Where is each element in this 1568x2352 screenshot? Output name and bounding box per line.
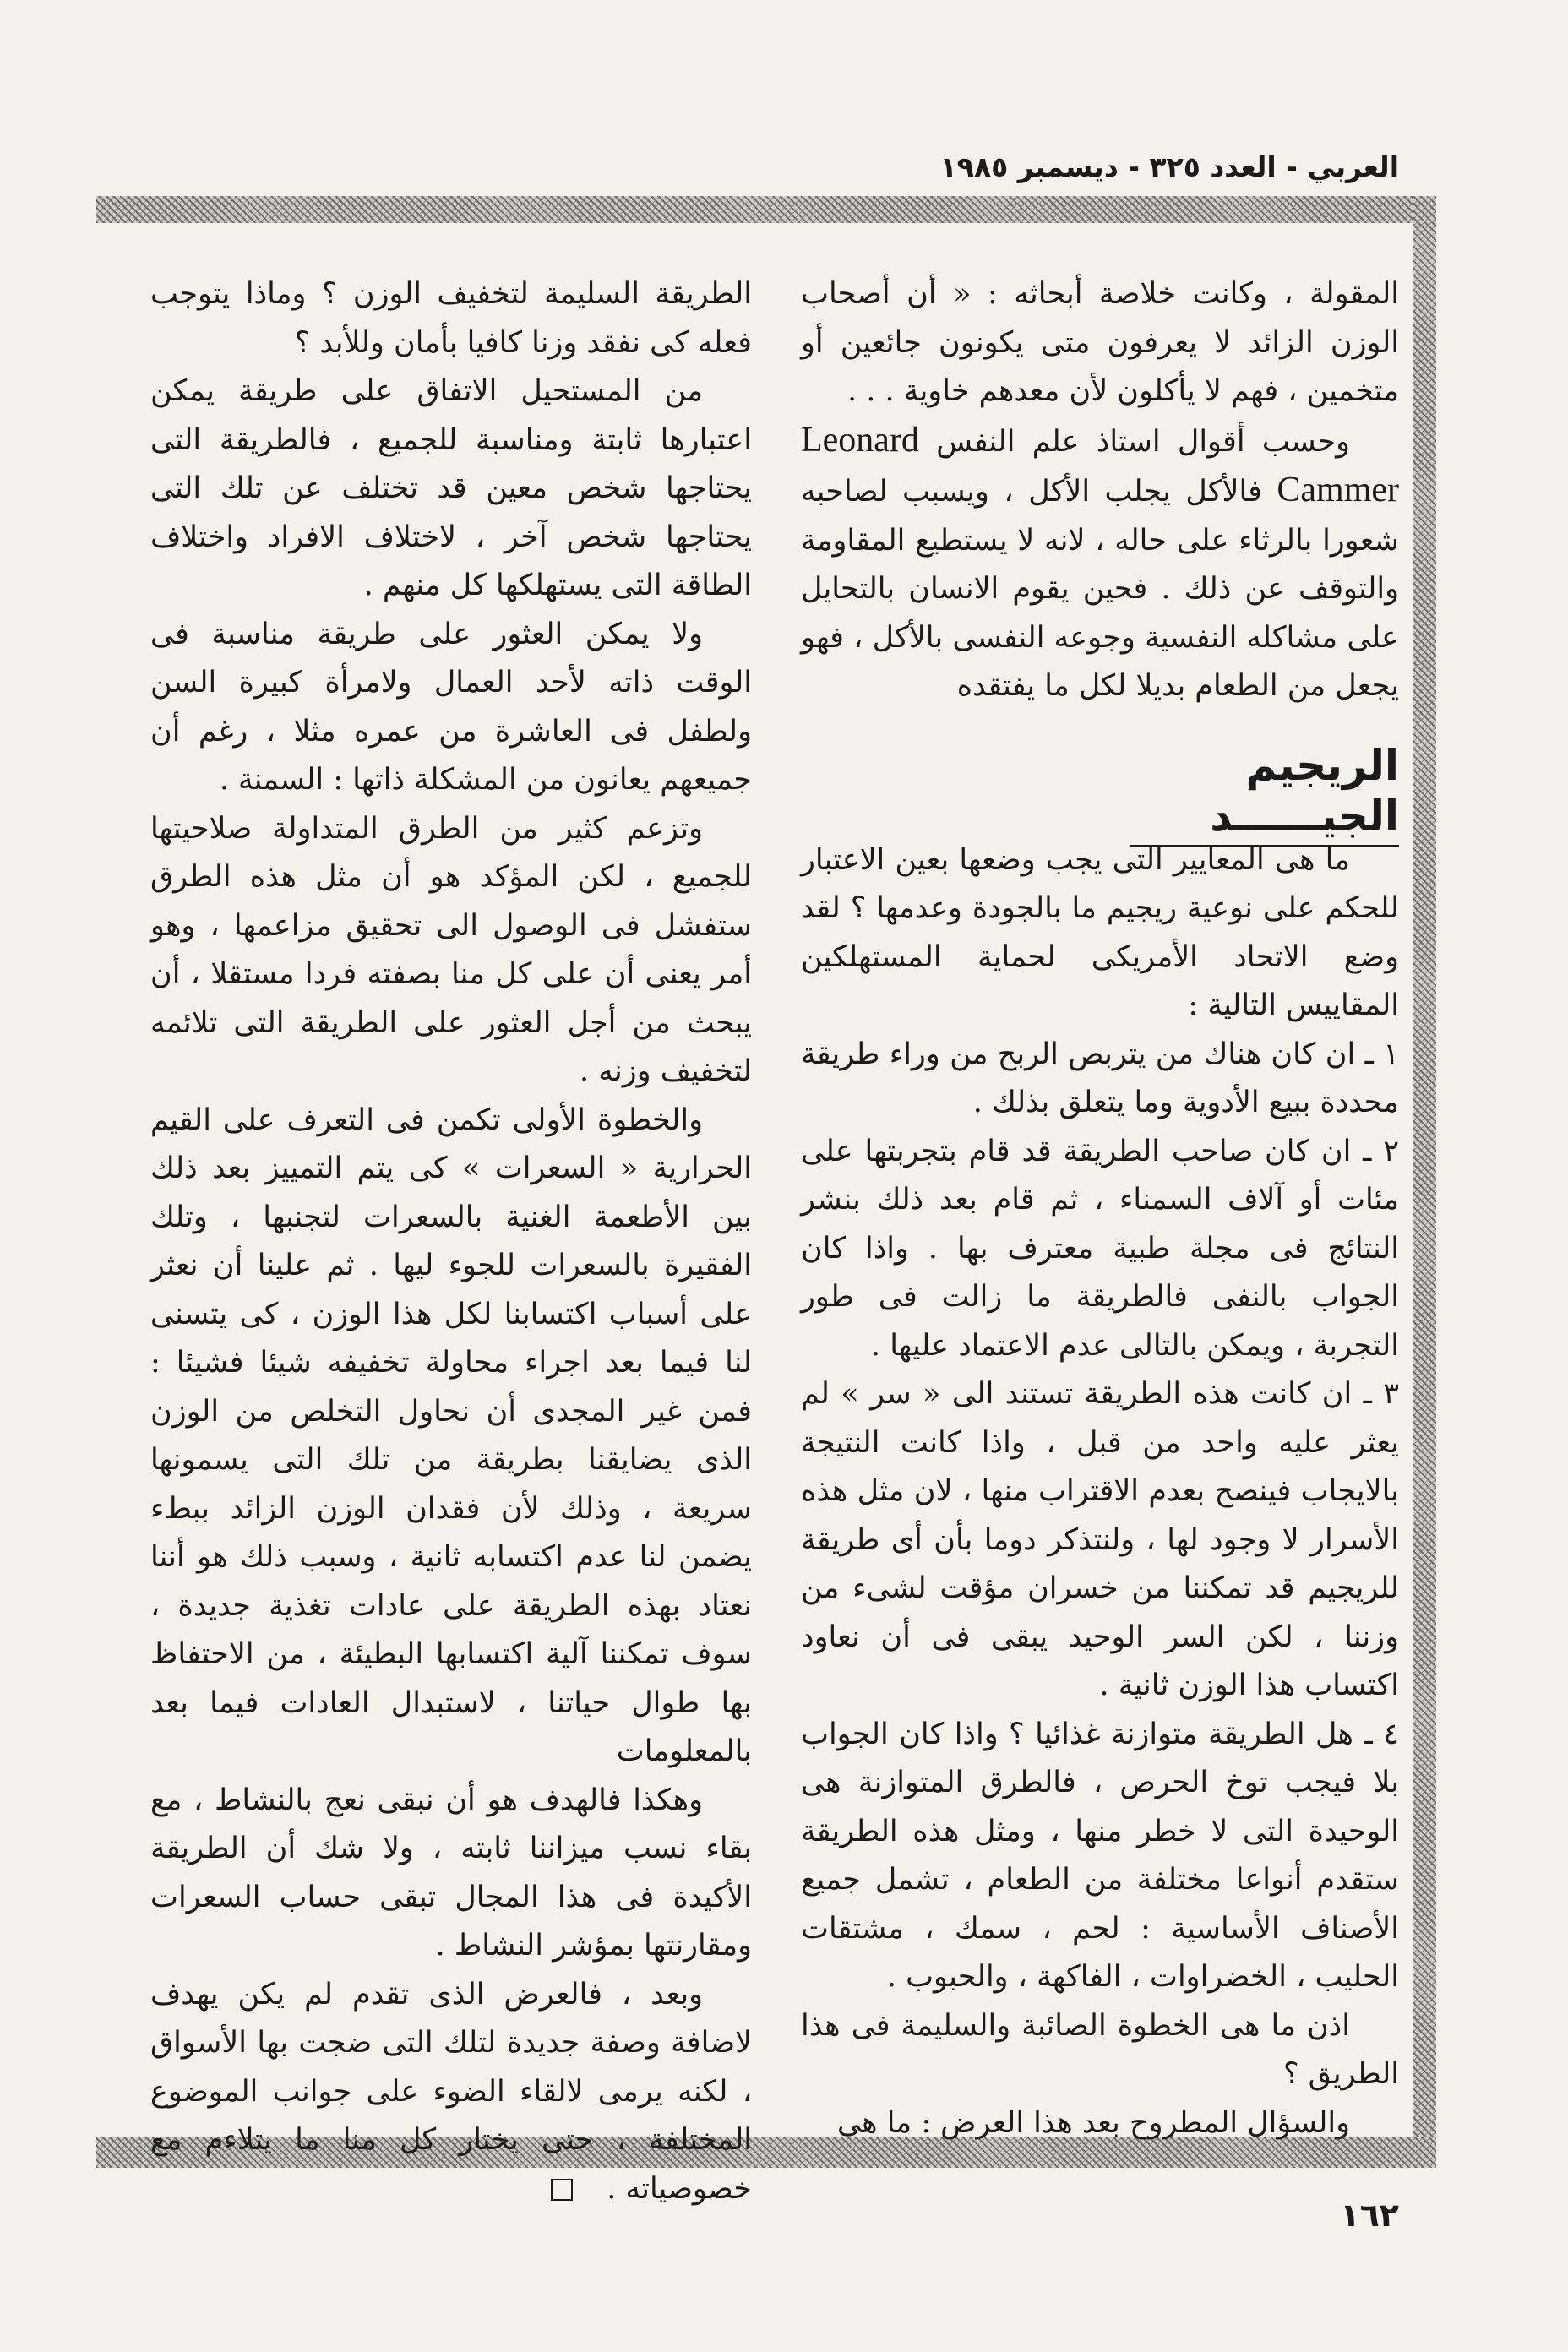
paragraph: المقولة ، وكانت خلاصة أبحاثه : « أن أصحاب الوزن الزائد لا يعرفون متى يكونون جائعين أو متخمين ، فهم لا يأكلون لأن معدهم خاوية . . . [801,277,1399,408]
right-text-column [801,270,1399,2148]
list-item-criterion-4: ٤ ـ هل الطريقة متوازنة غذائيا ؟ واذا كان الجواب بلا فيجب توخ الحرص ، فالطرق المتوازنة هى الوحيدة التى لا خطر منها ، ومثل هذه الطريقة ستقدم أنواعا مختلفة من الطعام ، تشمل جميع الأصناف الأساسية : لحم ، سمك ، مشتقات الحليب ، الخضراوات ، الفاكهة ، والحبوب . [801,1717,1399,1994]
paragraph: وتزعم كثير من الطرق المتداولة صلاحيتها للجميع ، لكن المؤكد هو أن مثل هذه الطرق ستفشل فى الوصول الى تحقيق مزاعمها ، وهو أمر يعنى أن على كل منا بصفته فردا مستقلا ، أن يبحث من أجل العثور على الطريقة التى تلائمه لتخفيف وزنه . [150,811,752,1088]
paragraph-text: وبعد ، فالعرض الذى تقدم لم يكن يهدف لاضافة وصفة جديدة لتلك التى ضجت بها الأسواق ، لكنه يرمى لالقاء الضوء على جوانب الموضوع المختلفة ، حتى يختار كل منا ما يتلاءم مع خصوصياته . [150,1977,752,2206]
paragraph: والخطوة الأولى تكمن فى التعرف على القيم الحرارية « السعرات » كى يتم التمييز بعد ذلك بين الأطعمة الغنية بالسعرات لتجنبها ، وتلك الفقيرة بالسعرات للجوء ليها . ثم علينا أن نعثر على أسباب اكتسابنا لكل هذا الوزن ، كى يتسنى لنا فيما بعد اجراء محاولة تخفيفه شيئا فشيئا : فمن غير المجدى أن نحاول التخلص من الوزن الذى يضايقنا بطريقة من تلك التى يسمونها سريعة ، وذلك لأن فقدان الوزن الزائد ببطء يضمن لنا عدم اكتسابه ثانية ، وسبب ذلك هو أننا نعتاد بهذه الطريقة على عادات تغذية جديدة ، سوف تمكننا آلية اكتسابها البطيئة ، من الاحتفاظ بها طوال حياتنا ، لاستبدال العادات فيما بعد بالمعلومات [150,1102,752,1768]
left-text-column [150,270,752,2213]
running-header: العربي - العدد ٣٢٥ - ديسمبر ١٩٨٥ [939,150,1399,183]
list-item-criterion-1: ١ ـ ان كان هناك من يتربص الربح من وراء طريقة محددة ببيع الأدوية وما يتعلق بذلك . [801,1037,1399,1119]
paragraph: ما هى المعايير التى يجب وضعها بعين الاعتبار للحكم على نوعية ريجيم ما بالجودة وعدمها ؟ لقد وضع الاتحاد الأمريكى لحماية المستهلكين المقاييس التالية : [801,842,1399,1022]
paragraph-leonard-cammer [801,416,1399,711]
paragraph-text: وحسب أقوال استاذ علم النفس [936,424,1350,459]
list-item-criterion-2: ٢ ـ ان كان صاحب الطريقة قد قام بتجربتها على مئات أو آلاف السمناء ، ثم قام بعد ذلك بنشر النتائج فى مجلة طبية معترف بها . واذا كان الجواب بالنفى فالطريقة ما زالت فى طور التجربة ، ويمكن بالتالى عدم الاعتماد عليها . [801,1134,1399,1363]
closing-paragraph [150,1971,752,2214]
latin-name-first: Leonard [801,420,919,460]
section-subheading [801,740,1399,841]
paragraph: وهكذا فالهدف هو أن نبقى نعج بالنشاط ، مع بقاء نسب ميزاننا ثابته ، ولا شك أن الطريقة الأكيدة فى هذا المجال تبقى حساب السعرات ومقارنتها بمؤشر النشاط . [150,1783,752,1963]
paragraph: من المستحيل الاتفاق على طريقة يمكن اعتبارها ثابتة ومناسبة للجميع ، فالطريقة التى يحتاجها شخص معين قد تختلف عن تلك التى يحتاجها شخص آخر ، لاختلاف الافراد واختلاف الطاقة التى يستهلكها كل منهم . [150,374,752,602]
top-hatched-rule [96,196,1436,223]
list-item-criterion-3: ٣ ـ ان كانت هذه الطريقة تستند الى « سر » لم يعثر عليه واحد من قبل ، واذا كانت النتيجة بالايجاب فينصح بعدم الاقتراب منها ، لان مثل هذه الأسرار لا وجود لها ، ولنتذكر دوما بأن أى طريقة للريجيم قد تمكننا من خسران مؤقت لشىء من وزننا ، لكن السر الوحيد يبقى فى أن نعاود اكتساب هذا الوزن ثانية . [801,1377,1399,1702]
page-number: ١٦٢ [1340,2197,1399,2234]
subheading-text: الريجيم الجيــــــد [1130,740,1399,847]
paragraph-text: فالأكل يجلب الأكل ، ويسبب لصاحبه شعورا بالرثاء على حاله ، لانه لا يستطيع المقاومة والتوقف عن ذلك . فحين يقوم الانسان بالتحايل على مشاكله النفسية وجوعه النفسى بالأكل ، فهو يجعل من الطعام بديلا لكل ما يفتقده [801,475,1399,703]
paragraph: اذن ما هى الخطوة الصائبة والسليمة فى هذا الطريق ؟ [801,2008,1399,2091]
paragraph: الطريقة السليمة لتخفيف الوزن ؟ وماذا يتوجب فعله كى نفقد وزنا كافيا بأمان وللأبد ؟ [150,277,752,360]
end-of-article-square-icon [551,2179,573,2201]
paragraph: والسؤال المطروح بعد هذا العرض : ما هى [836,2105,1350,2140]
paragraph: ولا يمكن العثور على طريقة مناسبة فى الوقت ذاته لأحد العمال ولامرأة كبيرة السن ولطفل فى العاشرة من عمره مثلا ، رغم أن جميعهم يعانون من المشكلة ذاتها : السمنة . [150,617,752,797]
right-hatched-rule [1413,196,1436,2168]
latin-name-last: Cammer [1277,471,1399,509]
